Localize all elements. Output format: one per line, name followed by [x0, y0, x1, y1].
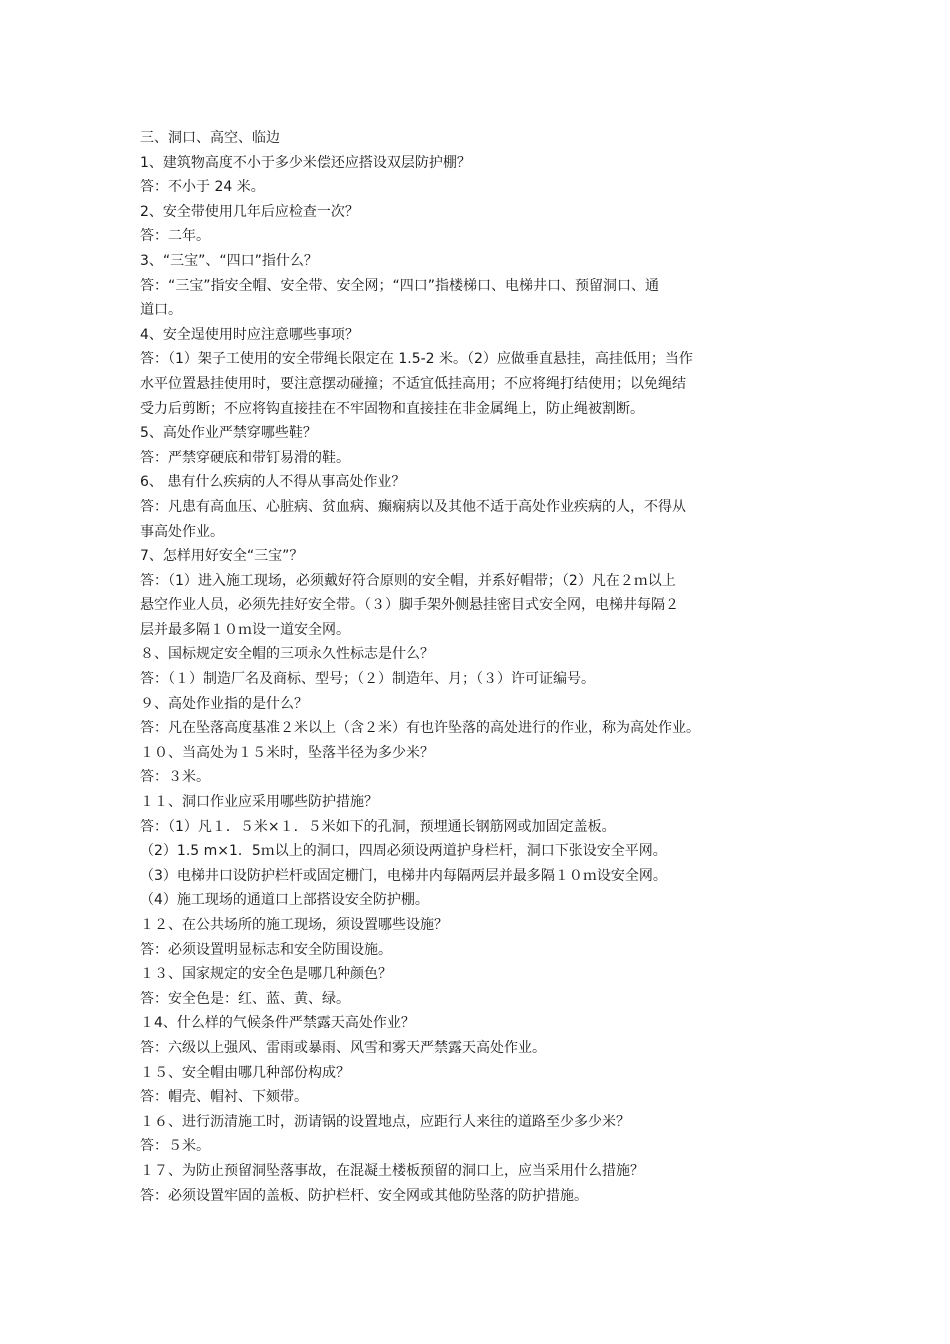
answer-17: 答：必须设置牢固的盖板、防护栏杆、安全网或其他防坠落的防护措施。 [140, 1187, 588, 1204]
question-13: １３、国家规定的安全色是哪几种颜色？ [140, 966, 392, 983]
answer-11-item-2: （2）1.5 m×1．5ｍ以上的洞口，四周必须设两道护身栏杆，洞口下张设安全平网。 [140, 843, 667, 860]
answer-5: 答：严禁穿硬底和带钉易滑的鞋。 [140, 449, 350, 466]
question-14: １4、什么样的气候条件严禁露天高处作业？ [140, 1015, 415, 1032]
answer-11-item-3: （3）电梯井口设防护栏杆或固定栅门，电梯井内每隔两层并最多隔１０ｍ设安全网。 [140, 867, 667, 884]
question-1: 1、建筑物高度不小于多少米偿还应搭设双层防护棚？ [140, 154, 471, 171]
answer-12: 答：必须设置明显标志和安全防围设施。 [140, 941, 392, 958]
answer-3-line-2: 道口。 [140, 302, 182, 319]
answer-7-line-2: 悬空作业人员，必须先挂好安全带。（３）脚手架外侧悬挂密目式安全网，电梯井每隔２ [140, 597, 679, 614]
answer-13: 答：安全色是：红、蓝、黄、绿。 [140, 990, 350, 1007]
question-16: １６、进行沥清施工时，沥请锅的设置地点，应距行人来往的道路至少多少米？ [140, 1113, 630, 1130]
question-9: ９、高处作业指的是什么？ [140, 695, 308, 712]
answer-4-line-3: 受力后剪断；不应将钩直接挂在不牢固物和直接挂在非金属绳上，防止绳被割断。 [140, 400, 644, 417]
answer-6-line-2: 事高处作业。 [140, 523, 224, 540]
question-2: 2、安全带使用几年后应检查一次？ [140, 203, 359, 220]
answer-7-line-1: 答：（1）进入施工现场，必须戴好符合原则的安全帽，并系好帽带；（2）凡在２ｍ以上 [140, 572, 676, 589]
question-8: ８、国标规定安全帽的三项永久性标志是什么？ [140, 646, 434, 663]
answer-14: 答：六级以上强风、雷雨或暴雨、风雪和雾天严禁露天高处作业。 [140, 1039, 546, 1056]
answer-1: 答：不小于 24 米。 [140, 179, 265, 196]
section-heading: 三、洞口、高空、临边 [140, 130, 280, 146]
question-15: １５、安全帽由哪几种部份构成？ [140, 1064, 350, 1081]
answer-10: 答：３米。 [140, 769, 210, 786]
question-7: 7、怎样用好安全“三宝”？ [140, 548, 304, 565]
answer-4-line-1: 答：（1）架子工使用的安全带绳长限定在 1.5-2 米。（2）应做垂直悬挂，高挂低用；当作 [140, 351, 693, 368]
answer-2: 答：二年。 [140, 228, 210, 245]
answer-11-item-1: 答：（1）凡１．５米×１．５米如下的孔洞，预埋通长钢筋网或加固定盖板。 [140, 818, 616, 835]
question-4: 4、安全逞使用时应注意哪些事项？ [140, 326, 359, 343]
document-body [140, 126, 810, 1208]
answer-15: 答：帽壳、帽衬、下颏带。 [140, 1089, 308, 1106]
question-3: 3、“三宝”、“四口”指什么？ [140, 252, 318, 269]
answer-7-line-3: 层并最多隔１０ｍ设一道安全网。 [140, 621, 350, 638]
question-5: 5、高处作业严禁穿哪些鞋？ [140, 425, 317, 442]
question-12: １２、在公共场所的施工现场，须设置哪些设施？ [140, 917, 448, 933]
answer-11-item-4: （4）施工现场的通道口上部搭设安全防护棚。 [140, 892, 429, 909]
answer-4-line-2: 水平位置悬挂使用时，要注意摆动碰撞；不适宜低挂高用；不应将绳打结使用；以免绳结 [140, 375, 686, 392]
answer-9: 答：凡在坠落高度基准２米以上（含２米）有也许坠落的高处进行的作业，称为高处作业。 [140, 720, 700, 737]
question-11: １１、洞口作业应采用哪些防护措施？ [140, 794, 378, 811]
question-17: １７、为防止预留洞坠落事故，在混凝土楼板预留的洞口上，应当采用什么措施？ [140, 1162, 644, 1179]
answer-8: 答：（１）制造厂名及商标、型号；（２）制造年、月；（３）许可证编号。 [140, 671, 595, 688]
question-6: 6、 患有什么疾病的人不得从事高处作业？ [140, 474, 406, 491]
answer-3-line-1: 答：“三宝”指安全帽、安全带、安全网；“四口”指楼梯口、电梯井口、预留洞口、通 [140, 277, 660, 294]
answer-6-line-1: 答：凡患有高血压、心脏病、贫血病、癫痫病以及其他不适于高处作业疾病的人，不得从 [140, 498, 686, 515]
answer-16: 答：５米。 [140, 1138, 210, 1155]
question-10: １０、当高处为１５米时，坠落半径为多少米？ [140, 744, 434, 761]
